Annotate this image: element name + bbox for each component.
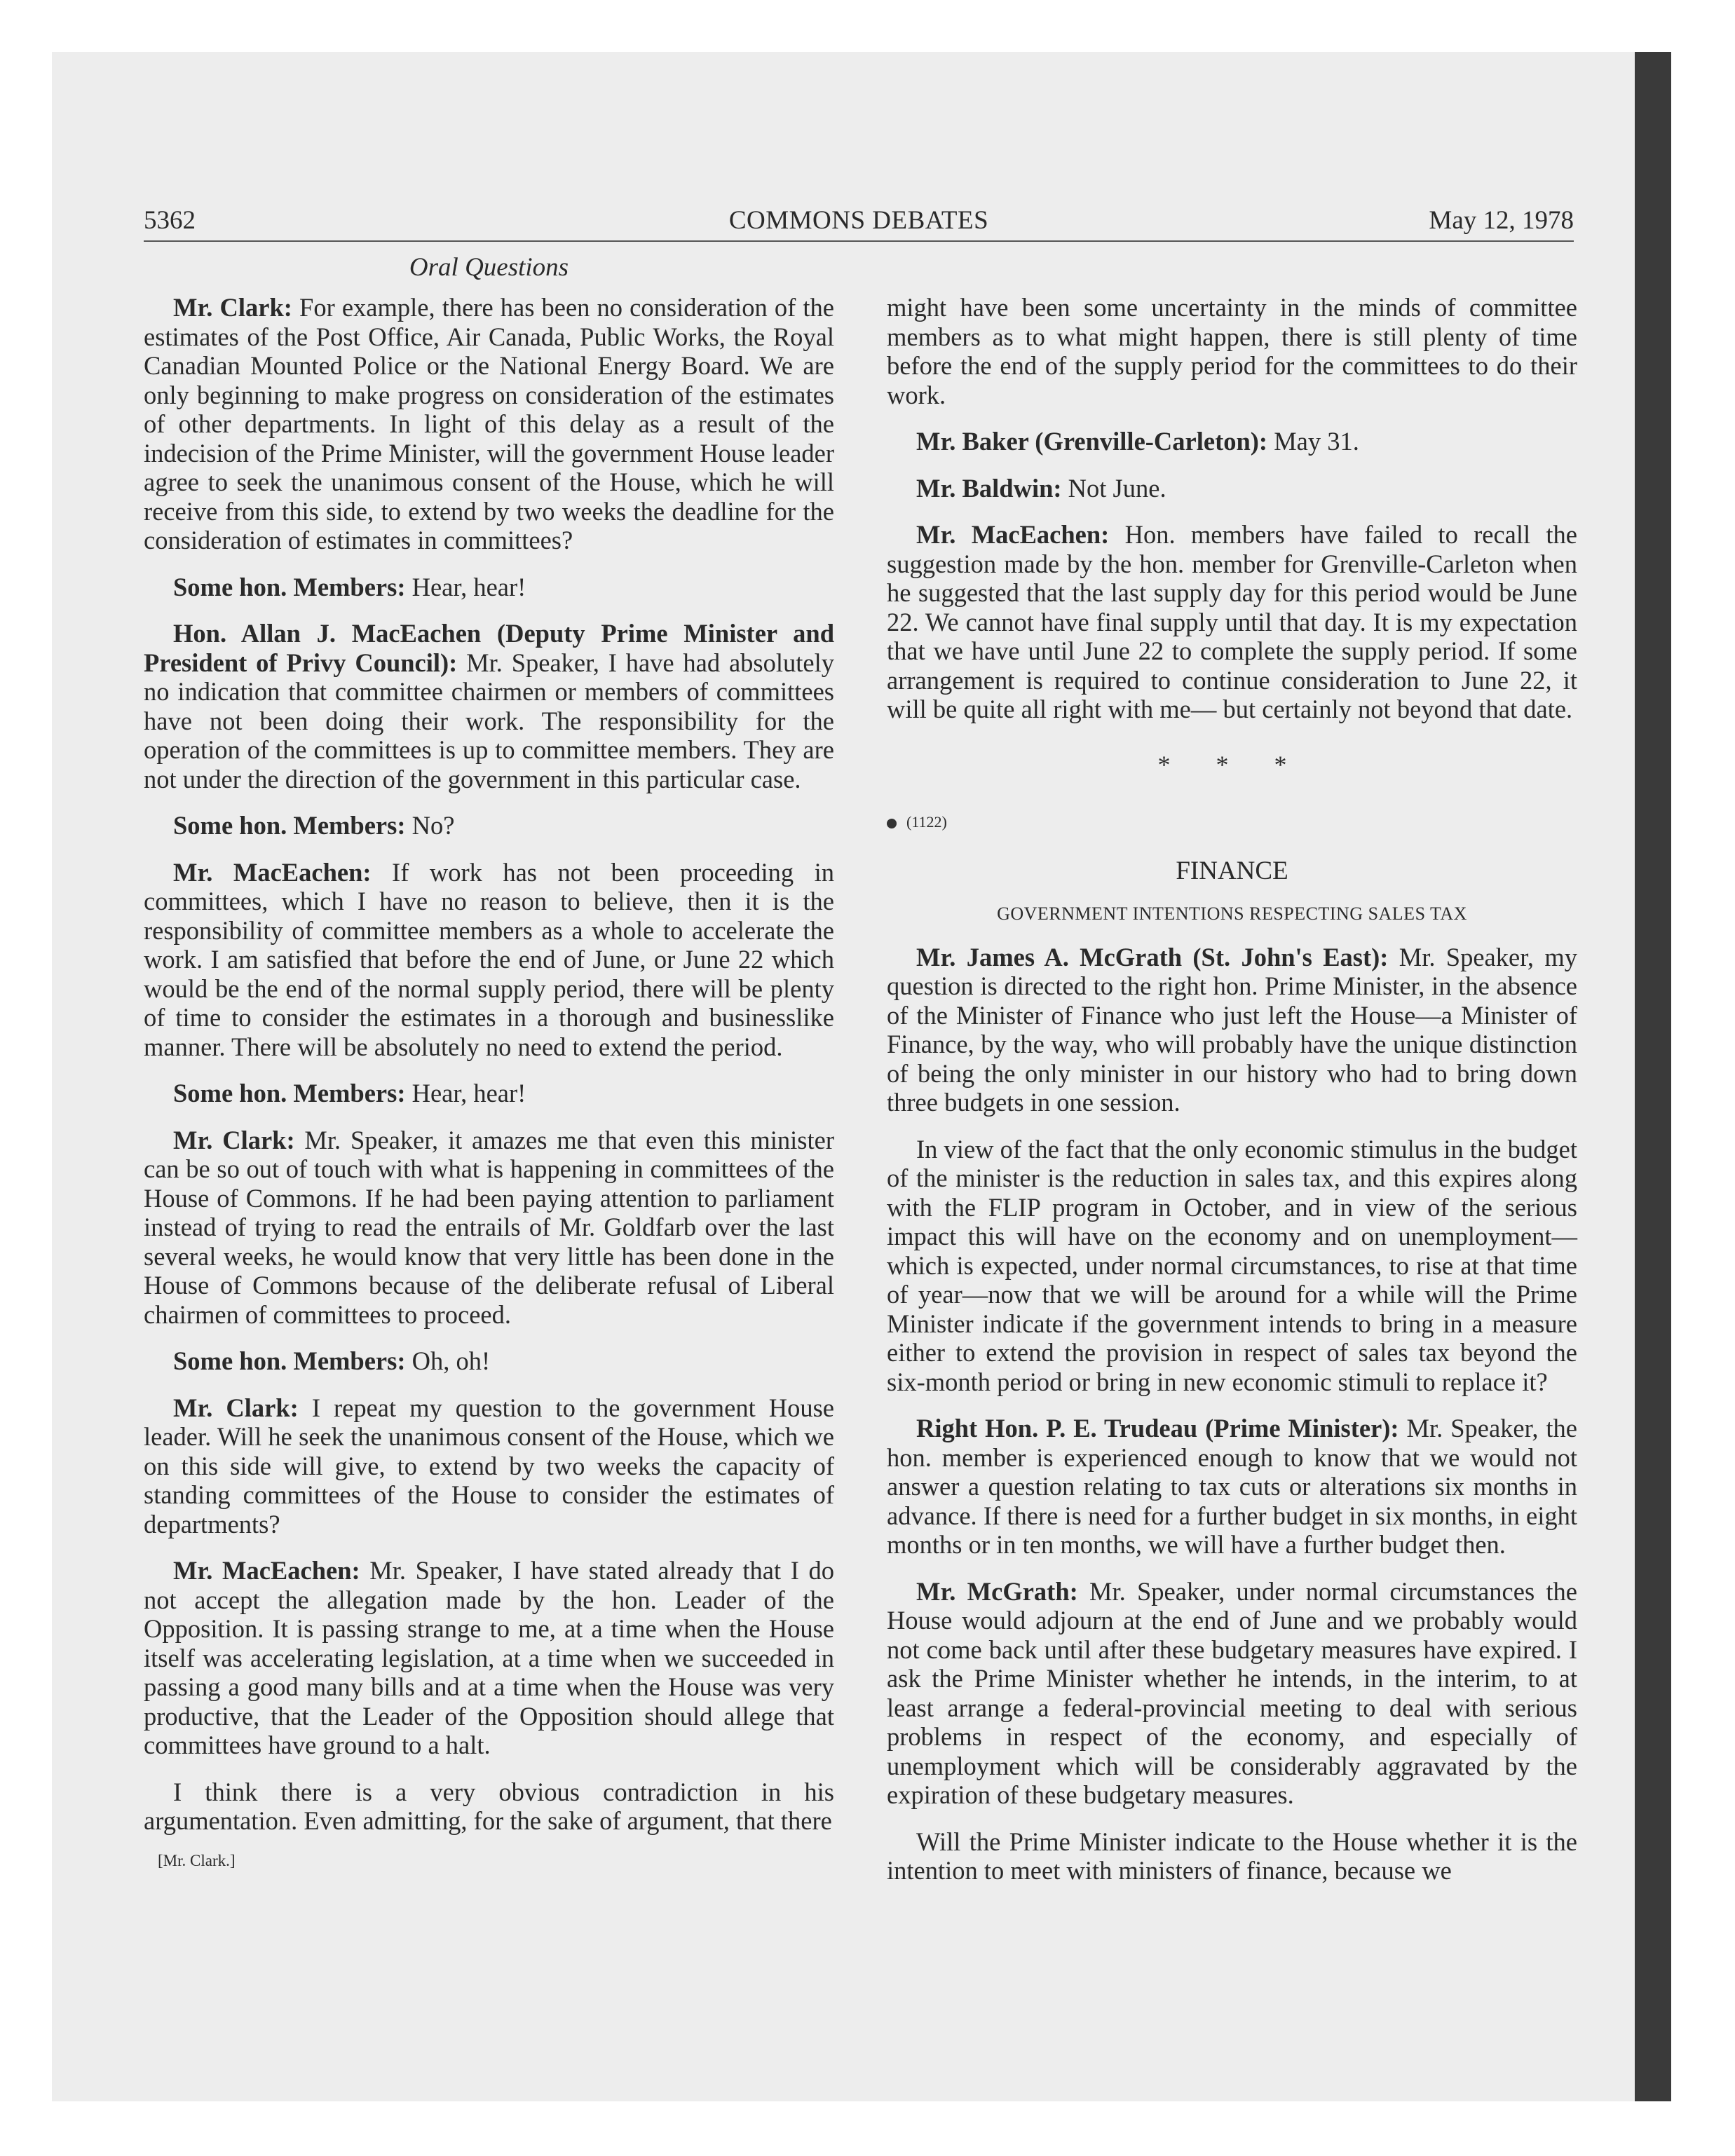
scan-edge-shadow [1635,52,1671,2101]
paragraph [887,427,1577,456]
page-number: 5362 [144,206,196,235]
section-subtitle: GOVERNMENT INTENTIONS RESPECTING SALES TAX [997,903,1467,924]
paragraph-text: I repeat my question to the government House leader. Will he seek the unanimous consent of the House, which we on this side will give, to extend by two weeks the capacity of standing committees of the House to consider the estimates of departments? [144,1393,834,1538]
paragraph-text: Mr. Speaker, the hon. member is experienced enough to know that we would not answer a question relating to tax cuts or alterations six months in advance. If there is need for a further budget in six months, in eight months or in ten months, we will have a further budget then. [887,1414,1577,1559]
timestamp-text: (1122) [906,813,947,831]
paragraph-text: For example, there has been no consideration of the estimates of the Post Office, Air Canada, Public Works, the Royal Canadian Mounted Police or the National Energy Board. We are only beginning to make progress on consideration of the estimates of other departments. In light of this delay as a result of the indecision of the Prime Minister, will the government House leader agree to seek the unanimous consent of the House, which he will receive from this side, to extend by two weeks the deadline for the consideration of estimates in committees? [144,293,834,554]
paragraph-text: Mr. Speaker, it amazes me that even this minister can be so out of touch with what is happening in committees of the House of Commons. If he had been paying attention to parliament instead of trying to read the entrails of Mr. Goldfarb over the last several weeks, he would know that very little has been done in the House of Commons because of the deliberate refusal of Liberal chairmen of committees to proceed. [144,1125,835,1329]
paragraph-text: Hear, hear! [405,572,526,601]
left-column [144,293,834,1875]
paragraph-text: Hear, hear! [405,1079,526,1107]
paragraph-text: Mr. Speaker, I have had absolutely no indication that committee chairmen or members of committees have not been doing their work. The responsibility for the operation of the committees is up to committee members. They are not under the direction of the government in this particular case. [144,648,834,793]
paragraph-text: Will the Prime Minister indicate to the House whether it is the intention to meet with ministers of finance, because we [887,1827,1577,1885]
paragraph [144,573,834,602]
paragraph [887,1135,1577,1397]
publication-date: May 12, 1978 [1429,206,1574,235]
paragraph [887,293,1577,409]
section-running-head: Oral Questions [409,253,569,282]
paragraph [887,1577,1577,1810]
speaker-name: Mr. MacEachen: [916,520,1110,549]
speaker-name: Mr. James A. McGrath (St. John's East): [916,942,1389,971]
speaker-name: Mr. Clark: [173,293,292,322]
footnote: [Mr. Clark.] [158,1851,236,1869]
paragraph [144,293,834,555]
speaker-name: Some hon. Members: [173,1079,406,1107]
right-paragraphs-bottom [887,943,1577,1885]
paragraph-text: No? [405,811,455,840]
paragraph-text: I think there is a very obvious contradiction in his argumentation. Even admitting, for the sake of argument, that there [144,1777,834,1835]
speaker-name: Some hon. Members: [173,811,406,840]
paragraph [144,1079,834,1108]
paragraph [887,943,1577,1117]
speaker-name: Mr. Baldwin: [916,473,1062,503]
paragraph [144,1346,834,1376]
paragraph [144,811,834,840]
speaker-name: Some hon. Members: [173,572,406,601]
paragraph-text: If work has not been proceeding in committees, which I have no reason to believe, then it is the responsibility of committee members as a whole to accelerate the work. I am satisfied that before the end of June, or June 22 which would be the end of the normal supply period, there will be plenty of time to consider the estimates in a thorough and businesslike manner. There will be absolutely no need to extend the period. [144,857,834,1061]
speaker-name: Hon. Allan J. MacEachen (Deputy Prime Minister and President of Privy Council): [144,619,834,677]
speaker-name: Mr. MacEachen: [173,1556,360,1585]
speaker-name: Mr. MacEachen: [173,857,372,887]
publication-title: COMMONS DEBATES [728,206,989,235]
page-header [144,200,1574,242]
paragraph-text: Mr. Speaker, under normal circumstances the House would adjourn at the end of June and we probably would not come back until after these budgetary measures have expired. I ask the Prime Minister whether he intends, in the interim, to at least arrange a federal-provincial meeting to deal with serious problems in respect of the economy, and especially of unemployment which will be considerably aggravated by the expiration of these budgetary measures. [887,1576,1578,1809]
speaker-name: Some hon. Members: [173,1346,406,1375]
right-paragraphs-top [887,293,1577,724]
paragraph-text: Mr. Speaker, my question is directed to the right hon. Prime Minister, in the absence of the Minister of Finance who just left the House—a Minister of Finance, by the way, who will probably have the unique distinction of being the only minister in our history who had to bring down three budgets in one session. [887,942,1577,1117]
paragraph [144,1778,834,1836]
paragraph-text: might have been some uncertainty in the minds of committee members as to what might happen, there is still plenty of time before the end of the supply period for the committees to do their work. [887,293,1577,409]
paragraph-text: Hon. members have failed to recall the suggestion made by the hon. member for Grenville-Carleton when he suggested that the last supply day for this period would be June 22. We cannot have final supply until that day. It is my expectation that we have until June 22 to complete the supply period. If some arrangement is required to continue consideration to June 22, it will be quite all right with me— but certainly not beyond that date. [887,520,1577,723]
section-title: FINANCE [1176,856,1288,885]
right-column [887,293,1577,1903]
speaker-name: Mr. McGrath: [916,1576,1078,1606]
bullet-icon [887,819,897,828]
paragraph [144,619,834,793]
paragraph-text: Not June. [1061,473,1166,503]
speaker-name: Mr. Clark: [173,1125,295,1154]
paragraph-text: Mr. Speaker, I have stated already that I do not accept the allegation made by the hon. Leader of the Opposition. It is passing strange to me, at a time when the House itself was accelerating legislation, at a time when we succeeded in passing a good many bills and at a time when the House was very productive, that the Leader of the Opposition should allege that committees have ground to a halt. [144,1556,835,1759]
paragraph [144,1556,834,1760]
paragraph [887,520,1577,724]
paragraph [144,858,834,1062]
paragraph-text: In view of the fact that the only economic stimulus in the budget of the minister is the reduction in sales tax, and this expires along with the FLIP program in October, and in view of the serious impact this will have on the economy and on unemployment—which is expected, under normal circumstances, to rise at that time of year—now that we will be around for a while will the Prime Minister indicate if the government intends to bring in a measure either to extend the provision in respect of sales tax beyond the six-month period or bring in new economic stimuli to replace it? [887,1134,1577,1396]
speaker-name: Mr. Baker (Grenville-Carleton): [916,427,1268,456]
paragraph [887,1827,1577,1885]
speaker-name: Right Hon. P. E. Trudeau (Prime Minister): [916,1414,1399,1442]
section-break-stars: * * * [1157,750,1307,779]
paragraph [144,1126,834,1330]
paragraph [887,474,1577,503]
paragraph [887,1414,1577,1560]
speaker-name: Mr. Clark: [173,1393,299,1422]
left-paragraphs [144,293,834,1836]
paragraph-text: May 31. [1267,427,1359,456]
paragraph-text: Oh, oh! [405,1346,491,1375]
timestamp-marker [887,807,1577,837]
paragraph [144,1393,834,1539]
